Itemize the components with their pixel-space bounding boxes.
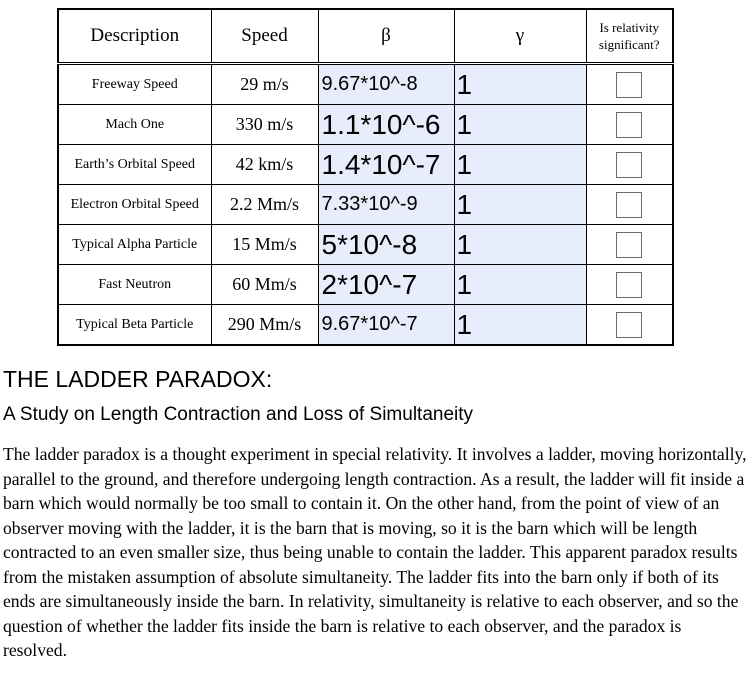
table-row [58,105,673,145]
header-description: Description [58,9,211,64]
beta-input[interactable]: 1.4*10^-7 [318,145,454,185]
table-row [58,225,673,265]
gamma-input[interactable]: 1 [454,305,586,346]
section-subheading: A Study on Length Contraction and Loss of Simultaneity [3,404,474,425]
table-header-row [58,9,673,64]
beta-input[interactable]: 7.33*10^-9 [318,185,454,225]
significant-cell [586,225,673,265]
row-speed: 2.2 Mm/s [211,185,318,225]
gamma-input[interactable]: 1 [454,225,586,265]
section-heading: THE LADDER PARADOX: [3,366,273,392]
header-beta: β [318,9,454,64]
significant-checkbox[interactable] [616,232,642,258]
significant-checkbox[interactable] [616,192,642,218]
significant-cell [586,185,673,225]
significant-checkbox[interactable] [616,272,642,298]
significant-checkbox[interactable] [616,72,642,98]
row-speed: 29 m/s [211,64,318,105]
significant-cell [586,265,673,305]
beta-input[interactable]: 5*10^-8 [318,225,454,265]
beta-input[interactable]: 9.67*10^-7 [318,305,454,346]
row-speed: 15 Mm/s [211,225,318,265]
row-description: Typical Alpha Particle [58,225,211,265]
gamma-input[interactable]: 1 [454,265,586,305]
table-row [58,64,673,105]
significant-checkbox[interactable] [616,312,642,338]
row-description: Typical Beta Particle [58,305,211,346]
significant-checkbox[interactable] [616,152,642,178]
gamma-input[interactable]: 1 [454,64,586,105]
row-description: Electron Orbital Speed [58,185,211,225]
significant-checkbox[interactable] [616,112,642,138]
significant-cell [586,145,673,185]
row-description: Fast Neutron [58,265,211,305]
table-row [58,185,673,225]
speed-table [57,8,674,346]
row-description: Earth’s Orbital Speed [58,145,211,185]
row-speed: 60 Mm/s [211,265,318,305]
significant-cell [586,305,673,346]
row-speed: 330 m/s [211,105,318,145]
row-description: Mach One [58,105,211,145]
significant-cell [586,105,673,145]
beta-input[interactable]: 2*10^-7 [318,265,454,305]
table-row [58,265,673,305]
row-description: Freeway Speed [58,64,211,105]
gamma-input[interactable]: 1 [454,105,586,145]
beta-input[interactable]: 9.67*10^-8 [318,64,454,105]
row-speed: 290 Mm/s [211,305,318,346]
gamma-input[interactable]: 1 [454,145,586,185]
header-significant: Is relativity significant? [586,9,673,64]
header-speed: Speed [211,9,318,64]
header-gamma: γ [454,9,586,64]
gamma-input[interactable]: 1 [454,185,586,225]
table-row [58,305,673,346]
significant-cell [586,64,673,105]
body-paragraph: The ladder paradox is a thought experiment in special relativity. It involves a ladder, moving horizontally, parallel to the ground, and therefore undergoing length contraction. As a result, the ladder will fit inside a barn which would normally be too small to contain it. On the other hand, from the point of view of an observer moving with the ladder, it is the barn that is moving, so it is the barn which will be length contracted to an even smaller size, thus being unable to contain the ladder. This apparent paradox results from the mistaken assumption of absolute simultaneity. The ladder fits into the barn only if both of its ends are simultaneously inside the barn. In relativity, simultaneity is relative to each observer, and so the question of whether the ladder fits inside the barn is relative to each observer, and the paradox is resolved. [3,444,747,660]
beta-input[interactable]: 1.1*10^-6 [318,105,454,145]
row-speed: 42 km/s [211,145,318,185]
table-row [58,145,673,185]
